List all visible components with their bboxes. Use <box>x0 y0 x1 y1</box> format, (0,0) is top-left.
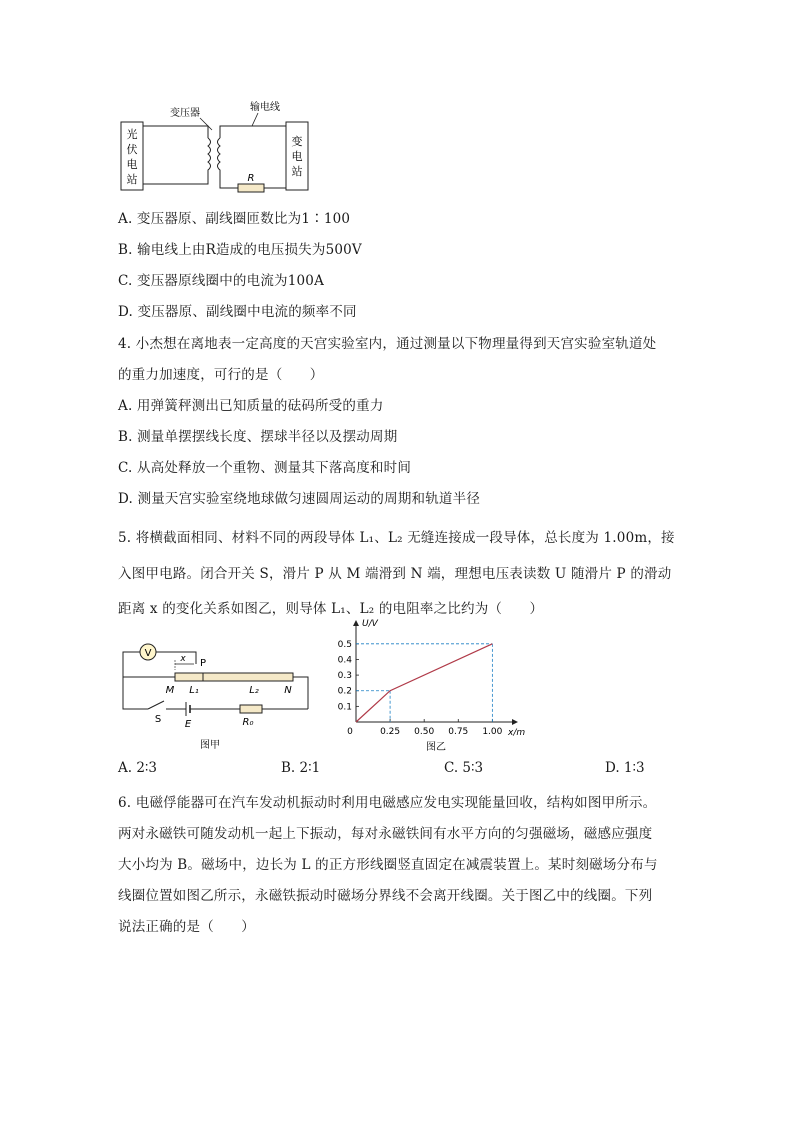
q5-stem-2: 入图甲电路。闭合开关 S，滑片 P 从 M 端滑到 N 端，理想电压表读数 U 随滑片 P 的滑动 <box>118 566 672 582</box>
pv-char-2: 伏 <box>126 143 138 156</box>
line-label: 输电线 <box>250 102 280 113</box>
q4-stem-2: 的重力加速度，可行的是（ ） <box>118 367 324 383</box>
resistor-label: R <box>247 173 255 184</box>
q4-option-c: C. 从高处释放一个重物、测量其下落高度和时间 <box>118 460 412 476</box>
q5-stem-1: 5. 将横截面相同、材料不同的两段导体 L₁、L₂ 无缝连接成一段导体，总长度为 1.00m，接 <box>118 530 675 546</box>
q6-line-3: 大小均为 B。磁场中，边长为 L 的正方形线圈竖直固定在减震装置上。某时刻磁场分布与 <box>118 857 658 873</box>
voltmeter-label: V <box>144 648 152 659</box>
resistor-r <box>238 184 264 192</box>
y-tick-label: 0.5 <box>337 639 352 650</box>
transformer-label: 变压器 <box>170 108 200 119</box>
y-tick-label: 0.2 <box>337 686 352 697</box>
q3-option-b: B. 输电线上由R造成的电压损失为500V <box>118 242 362 258</box>
l1-label: L₁ <box>189 685 199 696</box>
q6-line-1: 6. 电磁俘能器可在汽车发动机振动时利用电磁感应发电实现能量回收，结构如图甲所示。 <box>118 795 657 811</box>
q4-option-b: B. 测量单摆摆线长度、摆球半径以及摆动周期 <box>118 429 398 445</box>
q4-stem-1: 4. 小杰想在离地表一定高度的天宫实验室内，通过测量以下物理量得到天宫实验室轨道处 <box>118 336 657 352</box>
e-label: E <box>184 719 192 730</box>
n-label: N <box>284 685 292 696</box>
switch-s <box>148 701 164 709</box>
p-label: P <box>200 658 207 669</box>
l2-label: L₂ <box>249 685 259 696</box>
x-axis-label: x/m <box>508 728 526 738</box>
q6-line-4: 线圈位置如图乙所示，永磁铁振动时磁场分界线不会离开线圈。关于图乙中的线圈。下列 <box>118 888 653 904</box>
y-tick-label: 0.3 <box>337 671 352 682</box>
conductor-l2 <box>203 673 293 681</box>
x-axis-arrow <box>512 719 518 725</box>
q6-line-5: 说法正确的是（ ） <box>118 919 255 935</box>
primary-coil <box>208 138 211 172</box>
y-tick-label: 0.4 <box>337 655 352 666</box>
y-tick-label: 0.1 <box>337 702 352 713</box>
transformer-circuit-figure <box>118 100 318 195</box>
q6-line-2: 两对永磁铁可随发动机一起上下振动，每对永磁铁间有水平方向的匀强磁场，磁感应强度 <box>118 826 653 842</box>
jia-caption: 图甲 <box>200 740 220 751</box>
q3-option-c: C. 变压器原线圈中的电流为100A <box>118 273 325 289</box>
x-tick-label: 0.50 <box>414 727 435 737</box>
y-axis-arrow <box>353 620 359 626</box>
q3-option-a: A. 变压器原、副线圈匝数比为1∶100 <box>118 211 351 227</box>
chart-caption: 图乙 <box>426 742 446 753</box>
y-axis-label: U/V <box>362 619 378 629</box>
sub-char-3: 站 <box>291 165 303 178</box>
x-tick-label: 0.75 <box>448 727 469 737</box>
x-label: x <box>180 654 186 664</box>
pv-char-4: 站 <box>126 173 138 186</box>
pv-char-1: 光 <box>126 128 138 141</box>
x-tick-label: 0.25 <box>380 727 401 737</box>
s-label: S <box>154 714 162 725</box>
circuit-jia-figure <box>118 640 318 752</box>
q5-option-d: D. 1∶3 <box>605 760 645 776</box>
chart-yi-figure <box>330 619 526 753</box>
secondary-coil <box>218 138 221 172</box>
pv-char-3: 电 <box>126 158 138 171</box>
r0-label: R₀ <box>242 717 254 728</box>
origin-label: 0 <box>347 727 353 737</box>
sub-char-2: 电 <box>291 150 303 163</box>
q4-option-a: A. 用弹簧秤测出已知质量的砝码所受的重力 <box>118 398 384 414</box>
series-line <box>356 644 492 722</box>
q5-option-b: B. 2∶1 <box>281 760 321 776</box>
q5-option-c: C. 5∶3 <box>444 760 484 776</box>
conductor-l1 <box>175 673 203 681</box>
resistor-r0 <box>240 705 262 713</box>
m-label: M <box>165 685 175 696</box>
q5-stem-3: 距离 x 的变化关系如图乙，则导体 L₁、L₂ 的电阻率之比约为（ ） <box>118 601 544 617</box>
q5-option-a: A. 2∶3 <box>118 760 158 776</box>
q3-option-d: D. 变压器原、副线圈中电流的频率不同 <box>118 304 357 320</box>
sub-char-1: 变 <box>291 135 303 148</box>
q4-option-d: D. 测量天宫实验室绕地球做匀速圆周运动的周期和轨道半径 <box>118 491 481 507</box>
x-tick-label: 1.00 <box>482 727 503 737</box>
